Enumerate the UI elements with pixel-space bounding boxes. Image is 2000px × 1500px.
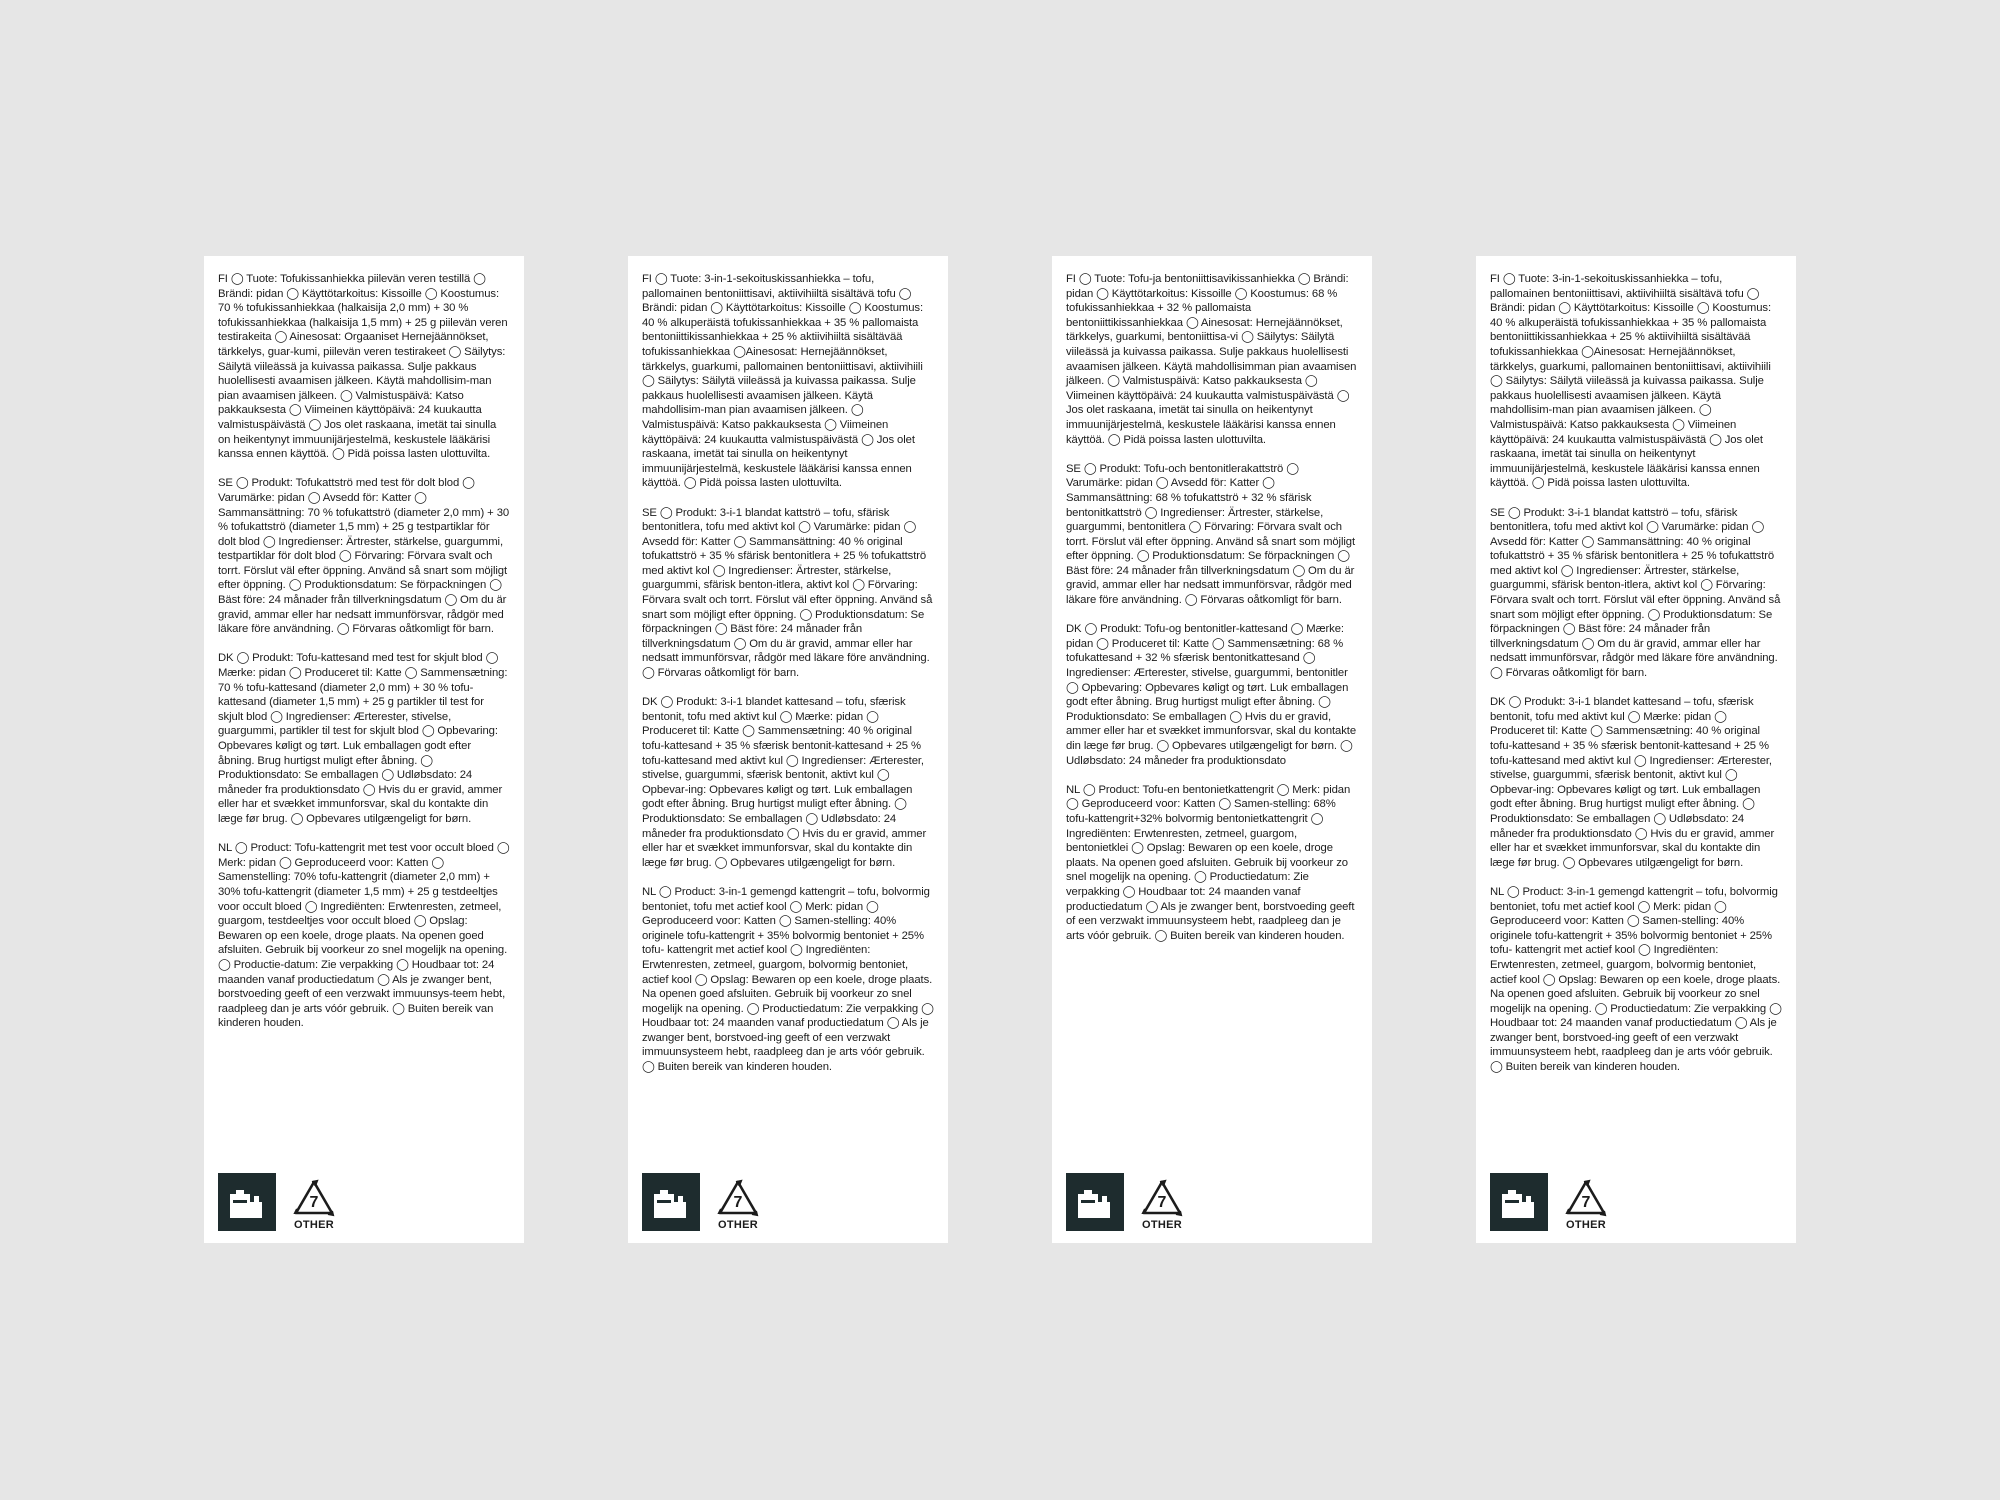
label-1 [204, 256, 524, 1243]
recycle-code: 7 [309, 1194, 319, 1211]
section-se: SE ◯ Produkt: 3-i-1 blandat kattströ – tofu, sfärisk bentonitlera, tofu med aktivt kol ◯ Varumärke: pidan ◯ Avsedd för: Katter ◯ Sammansättning: 40 % original tofukattströ + 35 % sfärisk bentonitlera + 25 % tofukattströ med aktivt kol ◯ Ingredienser: Ärtrester, stärkelse, guargummi, sfärisk benton-itlera, aktivt kol ◯ Förvaring: Förvara svalt och torrt. Förslut väl efter öppning. Använd så snart som möjligt efter öppning. ◯ Produktionsdatum: Se förpackningen ◯ Bäst före: 24 månader från tillverkningsdatum ◯ Om du är gravid, ammar eller har nedsatt immunförsvar, rådgör med läkare före användning. ◯ Förvaras oåtkomligt för barn. [1490, 506, 1781, 680]
section-dk: DK ◯ Produkt: 3-i-1 blandet kattesand – tofu, sfærisk bentonit, tofu med aktivt kul ◯ Mærke: pidan ◯ Produceret til: Katte ◯ Sammensætning: 40 % original tofu-kattesand + 35 % sfærisk bentonit-kattesand + 25 % tofu-kattesand med aktivt kul ◯ Ingredienser: Ærterester, stivelse, guargummi, sfærisk bentonit, aktivt kul ◯ Opbevar-ing: Opbevares køligt og tørt. Luk emballagen godt efter åbning. Brug hurtigst muligt efter åbning. ◯ Produktionsdato: Se emballagen ◯ Udløbsdato: 24 måneder fra produktionsdato ◯ Hvis du er gravid, ammer eller har et svækket immunforsvar, skal du kontakte din læge før brug. ◯ Opbevares utilgængeligt for børn. [642, 696, 927, 869]
section-se: SE ◯ Produkt: 3-i-1 blandat kattströ – tofu, sfärisk bentonitlera, tofu med aktivt kol ◯ Varumärke: pidan ◯ Avsedd för: Katter ◯ Sammansättning: 40 % original tofukattströ + 35 % sfärisk bentonitlera + 25 % tofukattströ med aktivt kol ◯ Ingredienser: Ärtrester, stärkelse, guargummi, sfärisk benton-itlera, aktivt kol ◯ Förvaring: Förvara svalt och torrt. Förslut väl efter öppning. Använd så snart som möjligt efter öppning. ◯ Produktionsdatum: Se förpackningen ◯ Bäst före: 24 månader från tillverkningsdatum ◯ Om du är gravid, ammar eller har nedsatt immunförsvar, rådgör med läkare före användning. ◯ Förvaras oåtkomligt för barn. [642, 506, 933, 680]
recycle-label: OTHER [1142, 1219, 1182, 1231]
section-se: SE ◯ Produkt: Tofukattströ med test för dolt blod ◯ Varumärke: pidan ◯ Avsedd för: Katter ◯ Sammansättning: 70 % tofukattströ (diameter 2,0 mm) + 30 % tofukattströ (diameter 1,5 mm) + 25 g testpartiklar för dolt blod ◯ Ingredienser: Ärtrester, stärkelse, guargummi, testpartiklar för dolt blod ◯ Förvaring: Förvara svalt och torrt. Förslut väl efter öppning. Använd så snart som möjligt efter öppning. ◯ Produktionsdatum: Se förpackningen ◯ Bäst före: 24 månader från tillverkningsdatum ◯ Om du är gravid, ammar eller har nedsatt immunförsvar, rådgör med läkare före användning. ◯ Förvaras oåtkomligt för barn. [218, 477, 510, 636]
recycling-code-7-icon [292, 1178, 336, 1231]
recycling-code-7-icon [1564, 1178, 1608, 1231]
section-fi: FI ◯ Tuote: Tofukissanhiekka piilevän veren testillä ◯ Brändi: pidan ◯ Käyttötarkoitus: Kissoille ◯ Koostumus: 70 % tofukissanhiekkaa (halkaisija 2,0 mm) + 30 % tofukissanhiekkaa (halkaisija 1,5 mm) + 25 g piilevän veren testirakeita ◯ Ainesosat: Orgaaniset Hernejäännökset, tärkkelys, guar-kumi, piilevän veren testirakeet ◯ Säilytys: Säilytä viileässä ja kuivassa paikassa. Sulje pakkaus huolellisesti avaamisen jälkeen. Käytä mahdollisim-man pian avaamisen jälkeen. ◯ Valmistuspäivä: Katso pakkauksesta ◯ Viimeinen käyttöpäivä: 24 kuukautta valmistuspäivästä ◯ Jos olet raskaana, imetät tai sinulla on heikentynyt immuunijärjestelmä, keskustele lääkärisi kanssa ennen käyttöä. ◯ Pidä poissa lasten ulottuvilta. [218, 273, 508, 461]
label-2 [628, 256, 948, 1243]
recycling-code-7-icon [1140, 1178, 1184, 1231]
recycle-code: 7 [1581, 1194, 1591, 1211]
recycle-label: OTHER [718, 1219, 758, 1231]
section-dk: DK ◯ Produkt: Tofu-og bentonitler-kattesand ◯ Mærke: pidan ◯ Produceret til: Katte ◯ Sammensætning: 68 % tofukattesand + 32 % sfærisk bentonitkattesand ◯ Ingredienser: Ærterester, stivelse, guargummi, bentonitler ◯ Opbevaring: Opbevares køligt og tørt. Luk emballagen godt efter åbning. Brug hurtigst muligt efter åbning. ◯ Produktionsdato: Se emballagen ◯ Hvis du er gravid, ammer eller har et svækket immunforsvar, skal du kontakte din læge før brug. ◯ Opbevares utilgængeligt for børn. ◯ Udløbsdato: 24 måneder fra produktionsdato [1066, 623, 1357, 767]
label-4 [1476, 256, 1796, 1243]
label-icons [1066, 1173, 1184, 1231]
section-nl: NL ◯ Product: 3-in-1 gemengd kattengrit – tofu, bolvormig bentoniet, tofu met actief kool ◯ Merk: pidan ◯ Geproduceerd voor: Katten ◯ Samen-stelling: 40% originele tofu-kattengrit + 35% bolvormig bentoniet + 25% tofu- kattengrit met actief kool ◯ Ingrediënten: Erwtenresten, zetmeel, guargom, bolvormig bentoniet, actief kool ◯ Opslag: Bewaren op een koele, droge plaats. Na openen goed afsluiten. Gebruik bij voorkeur zo snel mogelijk na opening. ◯ Productiedatum: Zie verpakking ◯ Houdbaar tot: 24 maanden vanaf productiedatum ◯ Als je zwanger bent, borstvoed-ing geeft of een verzwakt immuunsysteem hebt, raadpleeg dan je arts vóór gebruik. ◯ Buiten bereik van kinderen houden. [642, 885, 934, 1074]
recycle-code: 7 [733, 1194, 743, 1211]
section-nl: NL ◯ Product: Tofu-en bentonietkattengrit ◯ Merk: pidan ◯ Geproduceerd voor: Katten ◯ Samen-stelling: 68% tofu-kattengrit+32% bolvormig bentonietkattengrit ◯ Ingrediënten: Erwtenresten, zetmeel, guargom, bentonietklei ◯ Opslag: Bewaren op een koele, droge plaats. Na openen goed afsluiten. Gebruik bij voorkeur zo snel mogelijk na opening. ◯ Productiedatum: Zie verpakking ◯ Houdbaar tot: 24 maanden vanaf productiedatum ◯ Als je zwanger bent, borstvoeding geeft of een verzwakt immuunsysteem hebt, raadpleeg dan je arts vóór gebruik. ◯ Buiten bereik van kinderen houden. [1066, 783, 1355, 942]
label-icons [642, 1173, 760, 1231]
section-nl: NL ◯ Product: Tofu-kattengrit met test voor occult bloed ◯ Merk: pidan ◯ Geproduceerd voor: Katten ◯ Samenstelling: 70% tofu-kattengrit (diameter 2,0 mm) + 30% tofu-kattengrit (diameter 1,5 mm) + 25 g testdeeltjes voor occult bloed ◯ Ingrediënten: Erwtenresten, zetmeel, guargom, testdeeltjes voor occult bloed ◯ Opslag: Bewaren op een koele, droge plaats. Na openen goed afsluiten. Gebruik bij voorkeur zo snel mogelijk na opening. ◯ Productie-datum: Zie verpakking ◯ Houdbaar tot: 24 maanden vanaf productiedatum ◯ Als je zwanger bent, borstvoeding geeft of een verzwakt immuunsys-teem hebt, raadpleeg dan je arts vóór gebruik. ◯ Buiten bereik van kinderen houden. [218, 842, 510, 1030]
packaging-materials-icon [218, 1173, 276, 1231]
section-fi: FI ◯ Tuote: 3-in-1-sekoituskissanhiekka – tofu, pallomainen bentoniittisavi, aktiivihiiltä sisältävä tofu ◯ Brändi: pidan ◯ Käyttötarkoitus: Kissoille ◯ Koostumus: 40 % alkuperäistä tofukissanhiekkaa + 35 % pallomaista bentoniittikissanhiekkaa + 25 % aktiivihiiltä sisältävää tofukissanhiekkaa ◯Ainesosat: Hernejäännökset, tärkkelys, guarkumi, pallomainen bentoniittisavi, aktiivihiili ◯ Säilytys: Säilytä viileässä ja kuivassa paikassa. Sulje pakkaus huolellisesti avaamisen jälkeen. Käytä mahdollisim-man pian avaamisen jälkeen. ◯ Valmistuspäivä: Katso pakkauksesta ◯ Viimeinen käyttöpäivä: 24 kuukautta valmistuspäivästä ◯ Jos olet raskaana, imetät tai sinulla on heikentynyt immuunijärjestelmä, keskustele lääkärisi kanssa ennen käyttöä. ◯ Pidä poissa lasten ulottuvilta. [1490, 273, 1771, 490]
label-text [1490, 272, 1782, 1075]
packaging-materials-icon [1490, 1173, 1548, 1231]
section-fi: FI ◯ Tuote: 3-in-1-sekoituskissanhiekka – tofu, pallomainen bentoniittisavi, aktiivihiiltä sisältävä tofu ◯ Brändi: pidan ◯ Käyttötarkoitus: Kissoille ◯ Koostumus: 40 % alkuperäistä tofukissanhiekkaa + 35 % pallomaista bentoniittikissanhiekkaa + 25 % aktiivihiiltä sisältävää tofukissanhiekkaa ◯Ainesosat: Hernejäännökset, tärkkelys, guarkumi, pallomainen bentoniittisavi, aktiivihiili ◯ Säilytys: Säilytä viileässä ja kuivassa paikassa. Sulje pakkaus huolellisesti avaamisen jälkeen. Käytä mahdollisim-man pian avaamisen jälkeen. ◯ Valmistuspäivä: Katso pakkauksesta ◯ Viimeinen käyttöpäivä: 24 kuukautta valmistuspäivästä ◯ Jos olet raskaana, imetät tai sinulla on heikentynyt immuunijärjestelmä, keskustele lääkärisi kanssa ennen käyttöä. ◯ Pidä poissa lasten ulottuvilta. [642, 273, 923, 490]
label-icons [218, 1173, 336, 1231]
section-dk: DK ◯ Produkt: Tofu-kattesand med test for skjult blod ◯ Mærke: pidan ◯ Produceret til: Katte ◯ Sammensætning: 70 % tofu-kattesand (diameter 2,0 mm) + 30 % tofu-kattesand (diameter 1,5 mm) + 25 g partikler til test for skjult blod ◯ Ingredienser: Ærterester, stivelse, guargummi, partikler til test for skjult blod ◯ Opbevaring: Opbevares køligt og tørt. Luk emballagen godt efter åbning. Brug hurtigst muligt efter åbning. ◯ Produktionsdato: Se emballagen ◯ Udløbsdato: 24 måneder fra produktionsdato ◯ Hvis du er gravid, ammer eller har et svækket immunforsvar, skal du kontakte din læge før brug. ◯ Opbevares utilgængeligt for børn. [218, 652, 508, 825]
section-dk: DK ◯ Produkt: 3-i-1 blandet kattesand – tofu, sfærisk bentonit, tofu med aktivt kul ◯ Mærke: pidan ◯ Produceret til: Katte ◯ Sammensætning: 40 % original tofu-kattesand + 35 % sfærisk bentonit-kattesand + 25 % tofu-kattesand med aktivt kul ◯ Ingredienser: Ærterester, stivelse, guargummi, sfærisk bentonit, aktivt kul ◯ Opbevar-ing: Opbevares køligt og tørt. Luk emballagen godt efter åbning. Brug hurtigst muligt efter åbning. ◯ Produktionsdato: Se emballagen ◯ Udløbsdato: 24 måneder fra produktionsdato ◯ Hvis du er gravid, ammer eller har et svækket immunforsvar, skal du kontakte din læge før brug. ◯ Opbevares utilgængeligt for børn. [1490, 696, 1775, 869]
recycle-label: OTHER [1566, 1219, 1606, 1231]
section-se: SE ◯ Produkt: Tofu-och bentonitlerakattströ ◯ Varumärke: pidan ◯ Avsedd för: Katter ◯ Sammansättning: 68 % tofukattströ + 32 % sfärisk bentonitkattströ ◯ Ingredienser: Ärtrester, stärkelse, guargummi, bentonitlera ◯ Förvaring: Förvara svalt och torrt. Förslut väl efter öppning. Använd så snart som möjligt efter öppning. ◯ Produktionsdatum: Se förpackningen ◯ Bäst före: 24 månader från tillverkningsdatum ◯ Om du är gravid, ammar eller har nedsatt immunförsvar, rådgör med läkare före användning. ◯ Förvaras oåtkomligt för barn. [1066, 462, 1356, 607]
label-icons [1490, 1173, 1608, 1231]
label-text [642, 272, 934, 1075]
packaging-materials-icon [1066, 1173, 1124, 1231]
section-fi: FI ◯ Tuote: Tofu-ja bentoniittisavikissanhiekka ◯ Brändi: pidan ◯ Käyttötarkoitus: Kissoille ◯ Koostumus: 68 % tofukissanhiekkaa + 32 % pallomaista bentoniittikissanhiekkaa ◯ Ainesosat: Hernejäännökset, tärkkelys, guarkumi, bentoniittisa-vi ◯ Säilytys: Säilytä viileässä ja kuivassa paikassa. Sulje pakkaus huolellisesti avaamisen jälkeen. Käytä mahdollisimman pian avaamisen jälkeen. ◯ Valmistuspäivä: Katso pakkauksesta ◯ Viimeinen käyttöpäivä: 24 kuukautta valmistuspäivästä ◯ Jos olet raskaana, imetät tai sinulla on heikentynyt immuunijärjestelmä, keskustele lääkärisi kanssa ennen käyttöä. ◯ Pidä poissa lasten ulottuvilta. [1066, 273, 1357, 446]
label-text [218, 272, 510, 1031]
recycle-label: OTHER [294, 1219, 334, 1231]
recycle-code: 7 [1157, 1194, 1167, 1211]
recycling-code-7-icon [716, 1178, 760, 1231]
label-text [1066, 272, 1358, 943]
label-3 [1052, 256, 1372, 1243]
packaging-materials-icon [642, 1173, 700, 1231]
section-nl: NL ◯ Product: 3-in-1 gemengd kattengrit – tofu, bolvormig bentoniet, tofu met actief kool ◯ Merk: pidan ◯ Geproduceerd voor: Katten ◯ Samen-stelling: 40% originele tofu-kattengrit + 35% bolvormig bentoniet + 25% tofu- kattengrit met actief kool ◯ Ingrediënten: Erwtenresten, zetmeel, guargom, bolvormig bentoniet, actief kool ◯ Opslag: Bewaren op een koele, droge plaats. Na openen goed afsluiten. Gebruik bij voorkeur zo snel mogelijk na opening. ◯ Productiedatum: Zie verpakking ◯ Houdbaar tot: 24 maanden vanaf productiedatum ◯ Als je zwanger bent, borstvoed-ing geeft of een verzwakt immuunsysteem hebt, raadpleeg dan je arts vóór gebruik. ◯ Buiten bereik van kinderen houden. [1490, 885, 1782, 1074]
